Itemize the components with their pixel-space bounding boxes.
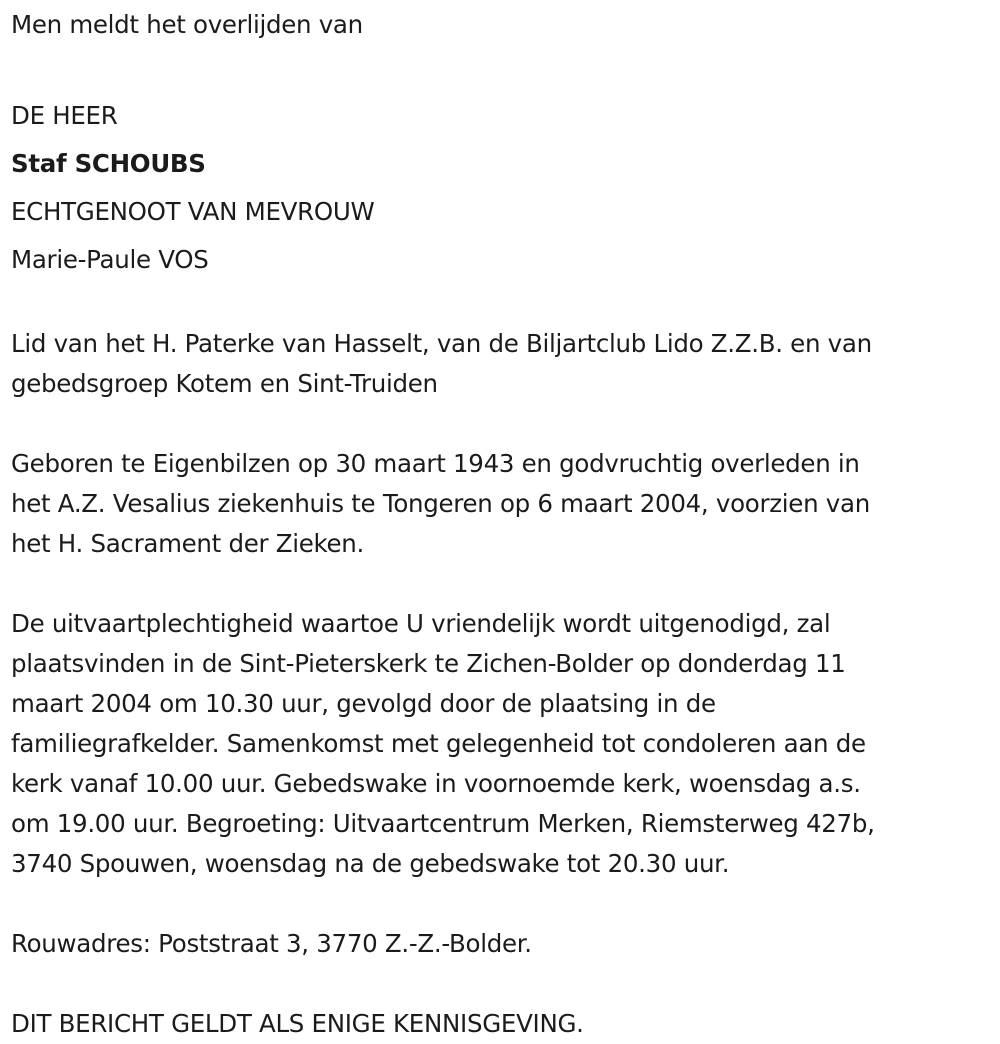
funeral-paragraph: [11, 604, 986, 884]
paragraph-line: Geboren te Eigenbilzen op 30 maart 1943 en godvruchtig overleden in: [11, 449, 860, 478]
salutation: DE HEER: [11, 101, 118, 130]
deceased-name: Staf SCHOUBS: [11, 149, 206, 178]
paragraph-line: het A.Z. Vesalius ziekenhuis te Tongeren op 6 maart 2004, voorzien van: [11, 489, 870, 518]
paragraph-line: familiegrafkelder. Samenkomst met gelegenheid tot condoleren aan de: [11, 729, 866, 758]
intro-text: Men meldt het overlijden van: [11, 10, 363, 39]
paragraph-line: De uitvaartplechtigheid waartoe U vriendelijk wordt uitgenodigd, zal: [11, 609, 831, 638]
paragraph-line: Lid van het H. Paterke van Hasselt, van de Biljartclub Lido Z.Z.B. en van: [11, 329, 872, 358]
membership-paragraph: [11, 324, 986, 404]
paragraph-line: kerk vanaf 10.00 uur. Gebedswake in voornoemde kerk, woensdag a.s.: [11, 769, 861, 798]
paragraph-line: maart 2004 om 10.30 uur, gevolgd door de plaatsing in de: [11, 689, 716, 718]
spouse-title: ECHTGENOOT VAN MEVROUW: [11, 197, 375, 226]
paragraph-line: gebedsgroep Kotem en Sint-Truiden: [11, 369, 438, 398]
paragraph-line: 3740 Spouwen, woensdag na de gebedswake tot 20.30 uur.: [11, 849, 730, 878]
obituary-notice: [11, 0, 986, 1044]
birth-death-paragraph: [11, 444, 986, 564]
paragraph-line: het H. Sacrament der Zieken.: [11, 529, 364, 558]
spouse-name: Marie-Paule VOS: [11, 245, 209, 274]
paragraph-line: om 19.00 uur. Begroeting: Uitvaartcentrum Merken, Riemsterweg 427b,: [11, 809, 875, 838]
paragraph-line: plaatsvinden in de Sint-Pieterskerk te Zichen-Bolder op donderdag 11: [11, 649, 846, 678]
mourning-address: Rouwadres: Poststraat 3, 3770 Z.-Z.-Bolder.: [11, 929, 532, 958]
closing-statement: DIT BERICHT GELDT ALS ENIGE KENNISGEVING.: [11, 1009, 584, 1038]
